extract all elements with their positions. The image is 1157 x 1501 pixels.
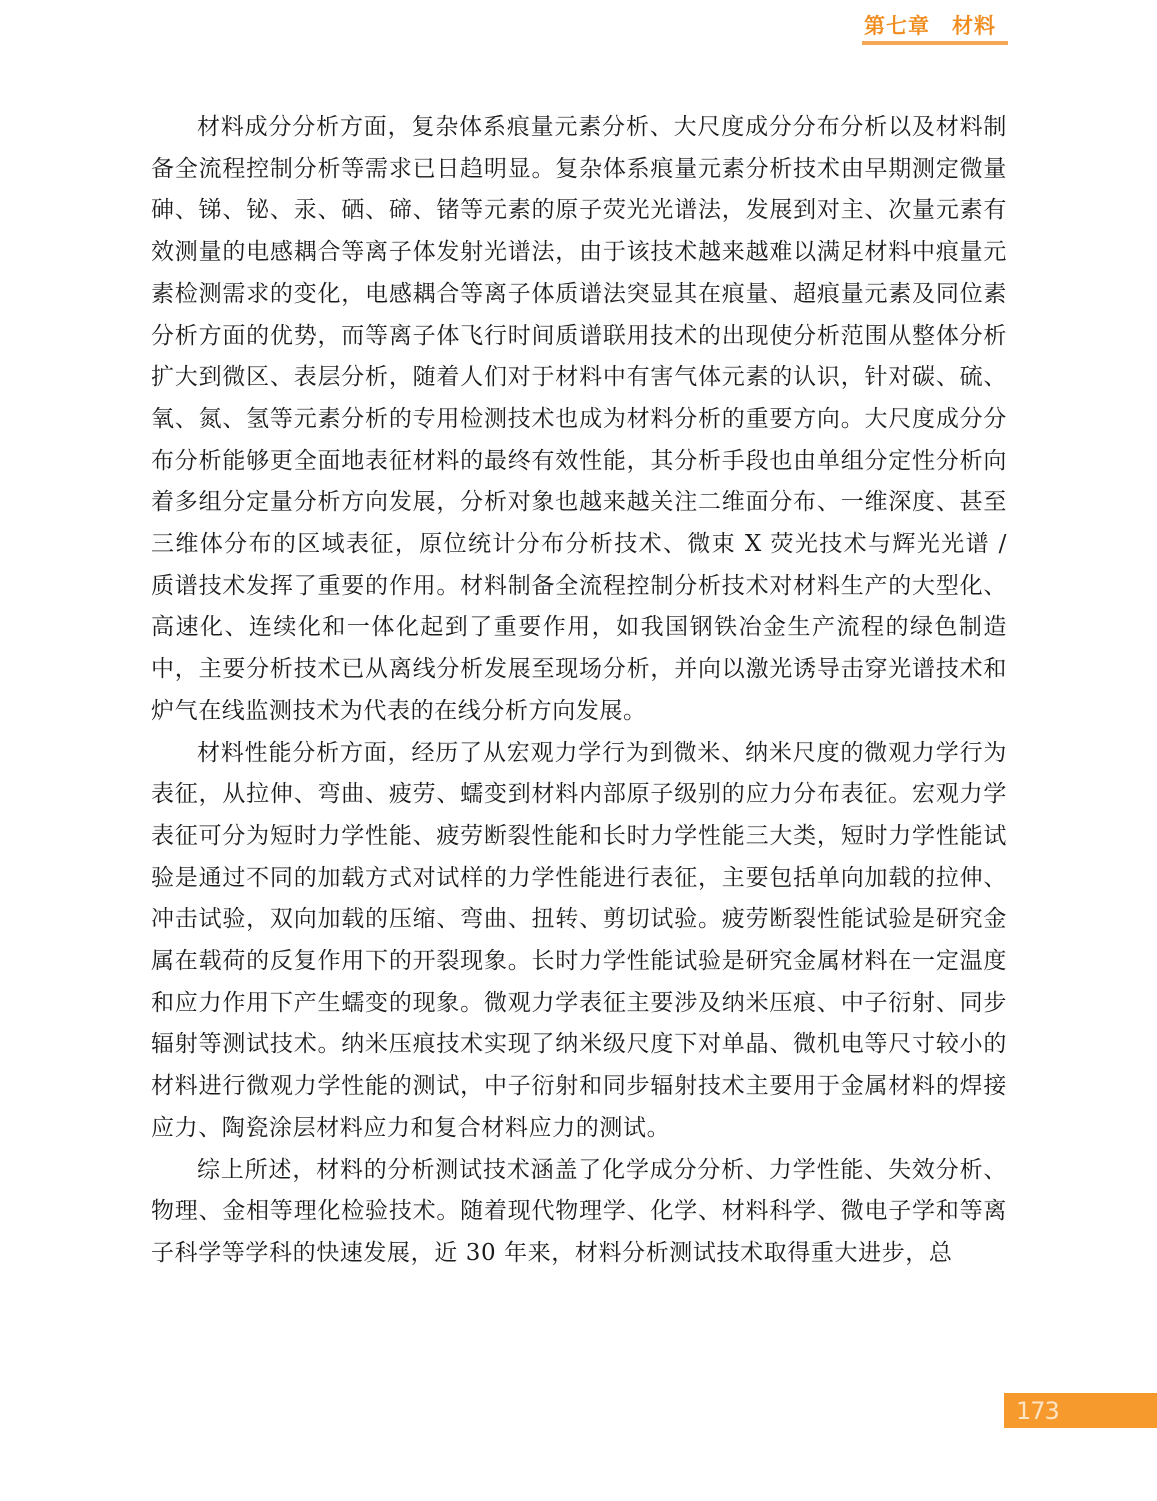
body-text xyxy=(151,107,1007,1275)
header-underline xyxy=(862,41,1008,45)
paragraph-composition-analysis: 材料成分分析方面，复杂体系痕量元素分析、大尺度成分分布分析以及材料制备全流程控制分析等需求已日趋明显。复杂体系痕量元素分析技术由早期测定微量砷、锑、铋、汞、硒、碲、锗等元素的原子荧光光谱法，发展到对主、次量元素有效测量的电感耦合等离子体发射光谱法，由于该技术越来越难以满足材料中痕量元素检测需求的变化，电感耦合等离子体质谱法突显其在痕量、超痕量元素及同位素分析方面的优势，而等离子体飞行时间质谱联用技术的出现使分析范围从整体分析扩大到微区、表层分析，随着人们对于材料中有害气体元素的认识，针对碳、硫、氧、氮、氢等元素分析的专用检测技术也成为材料分析的重要方向。大尺度成分分布分析能够更全面地表征材料的最终有效性能，其分析手段也由单组分定性分析向着多组分定量分析方向发展，分析对象也越来越关注二维面分布、一维深度、甚至三维体分布的区域表征，原位统计分布分析技术、微束 X 荧光技术与辉光光谱 / 质谱技术发挥了重要的作用。材料制备全流程控制分析技术对材料生产的大型化、高速化、连续化和一体化起到了重要作用，如我国钢铁冶金生产流程的绿色制造中，主要分析技术已从离线分析发展至现场分析，并向以激光诱导击穿光谱技术和炉气在线监测技术为代表的在线分析方向发展。 xyxy=(151,114,1007,724)
paragraph-summary: 综上所述，材料的分析测试技术涵盖了化学成分分析、力学性能、失效分析、物理、金相等理化检验技术。随着现代物理学、化学、材料科学、微电子学和等离子科学等学科的快速发展，近 30 年来，材料分析测试技术取得重大进步，总 xyxy=(151,1156,1007,1266)
running-header xyxy=(864,10,996,40)
chapter-label: 第七章 xyxy=(864,14,930,38)
section-label: 材料 xyxy=(952,14,996,38)
page-number-tab xyxy=(1004,1393,1157,1428)
page-number: 173 xyxy=(1016,1397,1059,1425)
paragraph-performance-analysis: 材料性能分析方面，经历了从宏观力学行为到微米、纳米尺度的微观力学行为表征，从拉伸、弯曲、疲劳、蠕变到材料内部原子级别的应力分布表征。宏观力学表征可分为短时力学性能、疲劳断裂性能和长时力学性能三大类，短时力学性能试验是通过不同的加载方式对试样的力学性能进行表征，主要包括单向加载的拉伸、冲击试验，双向加载的压缩、弯曲、扭转、剪切试验。疲劳断裂性能试验是研究金属在载荷的反复作用下的开裂现象。长时力学性能试验是研究金属材料在一定温度和应力作用下产生蠕变的现象。微观力学表征主要涉及纳米压痕、中子衍射、同步辐射等测试技术。纳米压痕技术实现了纳米级尺度下对单晶、微机电等尺寸较小的材料进行微观力学性能的测试，中子衍射和同步辐射技术主要用于金属材料的焊接应力、陶瓷涂层材料应力和复合材料应力的测试。 xyxy=(151,739,1007,1141)
